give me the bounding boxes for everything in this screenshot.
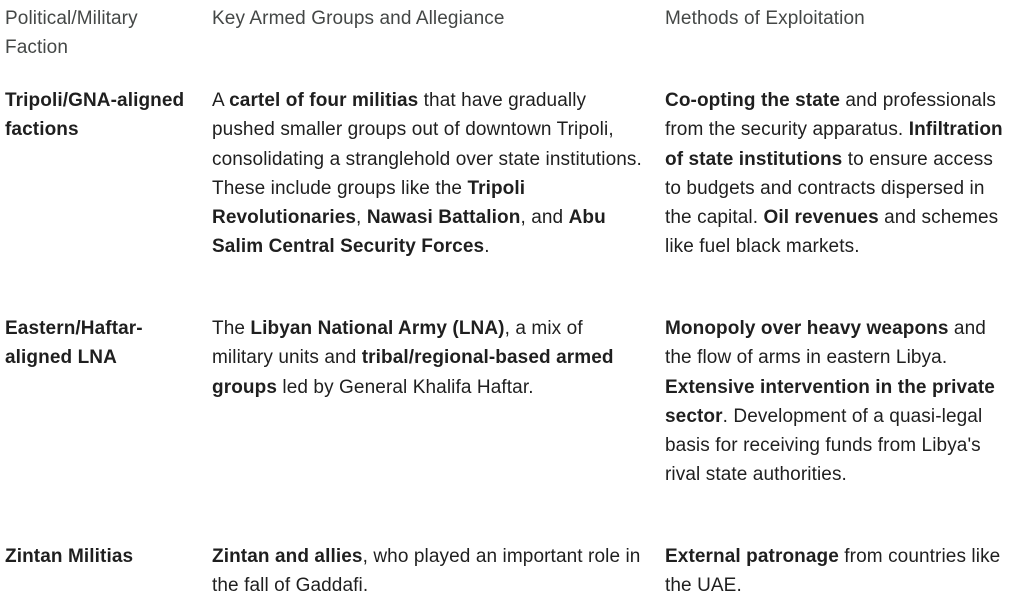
header-methods: Methods of Exploitation — [665, 8, 865, 29]
header-faction: Political/Military Faction — [5, 8, 138, 59]
faction-name: Zintan Militias — [5, 546, 134, 567]
bold-text: Libyan National Army (LNA) — [250, 318, 505, 339]
methods-cell — [665, 314, 1005, 490]
bold-text: Tripoli Revolutionaries — [212, 177, 526, 229]
header-armed-groups: Key Armed Groups and Allegiance — [212, 8, 505, 29]
text-segment: and professionals from the security apparatus. — [665, 90, 997, 141]
text-segment: , and — [520, 207, 569, 229]
bold-text: Monopoly over heavy weapons — [665, 318, 949, 339]
bold-text: External patronage — [665, 546, 839, 567]
text-segment: , — [356, 207, 367, 229]
text-segment: . Development of a quasi-legal basis for receiving funds from Libya's rival state authorities. — [665, 405, 983, 486]
text-segment: and schemes like fuel black markets. — [665, 207, 999, 258]
armed-groups-cell — [212, 314, 642, 402]
armed-groups-cell — [212, 542, 642, 601]
bold-text: Extensive intervention in the private sector — [665, 376, 995, 427]
bold-text: Infiltration of state institutions — [665, 119, 1003, 170]
bold-text: Co-opting the state — [665, 90, 840, 111]
text-segment: led by General Khalifa Haftar. — [277, 376, 534, 398]
armed-groups-cell — [212, 86, 642, 262]
methods-cell — [665, 542, 1005, 601]
bold-text: tribal/regional-based armed groups — [212, 347, 614, 398]
text-segment: A — [212, 90, 230, 111]
text-segment: , a mix of military units and — [212, 318, 583, 369]
bold-text: Nawasi Battalion — [366, 207, 521, 229]
faction-name: Tripoli/GNA-aligned factions — [5, 90, 185, 141]
text-segment: . — [484, 236, 490, 258]
text-segment: from countries like the UAE. — [665, 546, 1001, 597]
methods-cell — [665, 86, 1005, 262]
faction-name: Eastern/Haftar-aligned LNA — [5, 318, 143, 369]
bold-text: Zintan and allies — [212, 546, 363, 567]
bold-text: Abu Salim Central Security Forces — [212, 207, 606, 258]
text-segment: The — [212, 318, 251, 339]
text-segment: to ensure access to budgets and contracts dispersed in the capital. — [665, 148, 993, 229]
text-segment: , who played an important role in the fall of Gaddafi. — [212, 546, 641, 597]
bold-text: cartel of four militias — [229, 90, 419, 111]
text-segment: and the flow of arms in eastern Libya. — [665, 318, 986, 369]
bold-text: Oil revenues — [763, 207, 879, 229]
text-segment: that have gradually pushed smaller groups out of downtown Tripoli, consolidating a stranglehold over state institutions. These include groups like the — [212, 90, 642, 199]
